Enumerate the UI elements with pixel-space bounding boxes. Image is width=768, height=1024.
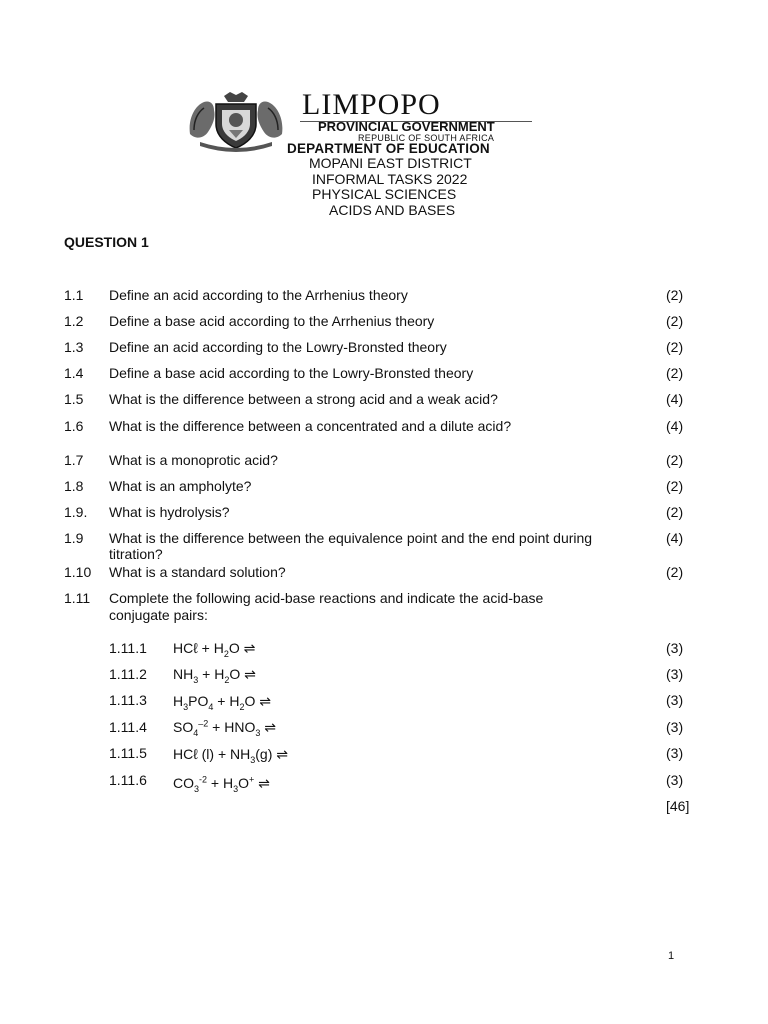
item-text: Define an acid according to the Arrhenius theory [109, 287, 408, 303]
reaction-number: 1.11.2 [109, 666, 147, 682]
item-number: 1.5 [64, 391, 84, 407]
item-text: What is the difference between a strong acid and a weak acid? [109, 391, 498, 407]
reaction-number: 1.11.3 [109, 692, 147, 708]
district-heading: MOPANI EAST DISTRICT [309, 155, 472, 171]
item-mark: (2) [666, 504, 684, 520]
item-number: 1.3 [64, 339, 84, 355]
item-text: Complete the following acid-base reactions and indicate the acid-base [109, 590, 544, 606]
reaction-number: 1.11.6 [109, 772, 147, 788]
item-number: 1.10 [64, 564, 92, 580]
item-text-continued: conjugate pairs: [109, 607, 208, 623]
reaction-number: 1.11.1 [109, 640, 147, 656]
logo-government: PROVINCIAL GOVERNMENT [318, 119, 495, 134]
coat-of-arms-icon [186, 90, 286, 152]
item-mark: (4) [666, 391, 684, 407]
reaction-equation: HCℓ $(l) + NH_3(g)$ ⇌ [173, 746, 288, 765]
item-text: Define a base acid according to the Arrhenius theory [109, 313, 435, 329]
reaction-mark: (3) [666, 666, 684, 682]
item-number: 1.2 [64, 313, 84, 329]
reaction-mark: (3) [666, 772, 684, 788]
item-text: Define an acid according to the Lowry-Bronsted theory [109, 339, 447, 355]
item-mark: (2) [666, 339, 684, 355]
item-number: 1.8 [64, 478, 84, 494]
reaction-mark: (3) [666, 692, 684, 708]
item-number: 1.11 [64, 590, 91, 606]
subject-heading: PHYSICAL SCIENCES [312, 186, 457, 202]
topic-heading: ACIDS AND BASES [329, 202, 456, 218]
logo-republic: REPUBLIC OF SOUTH AFRICA [358, 133, 495, 143]
item-text: What is a standard solution? [109, 564, 286, 580]
item-text: What is a monoprotic acid? [109, 452, 278, 468]
reaction-equation: $CO_3^{-2} + H_3O^+$ ⇌ [173, 774, 270, 794]
item-number: 1.9. [64, 504, 88, 520]
item-mark: (2) [666, 452, 684, 468]
item-mark: (4) [666, 418, 684, 434]
page-number: 1 [668, 950, 675, 962]
reaction-equation: $NH_3 + H_2O$ ⇌ [173, 666, 256, 685]
item-number: 1.7 [64, 452, 84, 468]
logo-wordmark: LIMPOPO [302, 88, 441, 121]
reaction-number: 1.11.4 [109, 719, 147, 735]
tasks-heading: INFORMAL TASKS 2022 [312, 171, 468, 187]
reaction-equation: $H_3PO_4 + H_2O$ ⇌ [173, 693, 271, 712]
item-mark: (2) [666, 287, 684, 303]
reaction-mark: (3) [666, 640, 684, 656]
logo-department: DEPARTMENT OF EDUCATION [287, 141, 490, 156]
total-marks: [46] [666, 798, 690, 814]
question-title: QUESTION 1 [64, 234, 149, 250]
reaction-mark: (3) [666, 745, 684, 761]
item-text-continued: titration? [109, 546, 163, 562]
reaction-number: 1.11.5 [109, 745, 147, 761]
item-number: 1.1 [64, 287, 84, 303]
item-mark: (2) [666, 365, 684, 381]
item-text: What is hydrolysis? [109, 504, 230, 520]
item-text: What is an ampholyte? [109, 478, 252, 494]
item-number: 1.9 [64, 530, 84, 546]
reaction-mark: (3) [666, 719, 684, 735]
item-mark: (2) [666, 478, 684, 494]
item-text: What is the difference between a concentrated and a dilute acid? [109, 418, 512, 434]
item-mark: (2) [666, 564, 684, 580]
item-mark: (4) [666, 530, 684, 546]
reaction-equation: $SO_4^{-2} + HNO_3$ ⇌ [173, 718, 276, 738]
item-mark: (2) [666, 313, 684, 329]
item-text: What is the difference between the equivalence point and the end point during [109, 530, 593, 546]
item-text: Define a base acid according to the Lowry-Bronsted theory [109, 365, 474, 381]
item-number: 1.4 [64, 365, 84, 381]
reaction-equation: HCℓ + $H_2O$ ⇌ [173, 640, 256, 659]
item-number: 1.6 [64, 418, 84, 434]
